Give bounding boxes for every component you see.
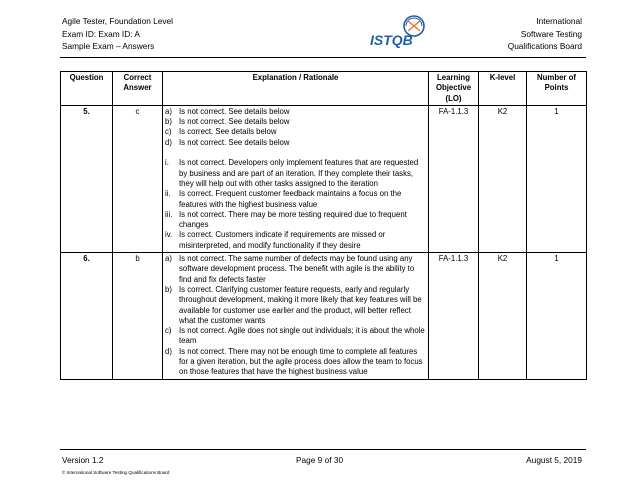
version-label: Version 1.2 — [62, 455, 104, 465]
learning-objective: FA-1.1.3 — [429, 253, 479, 380]
learning-objective: FA-1.1.3 — [429, 105, 479, 252]
syllabus-title: Agile Tester, Foundation Level — [62, 16, 174, 26]
k-level: K2 — [479, 105, 527, 252]
option-list — [165, 254, 426, 378]
logo-wordmark: ISTQB — [370, 32, 413, 48]
header-left — [62, 15, 173, 53]
board-line-2: Software Testing — [520, 28, 582, 39]
answer-table — [60, 71, 587, 380]
col-correct-answer: Correct Answer — [113, 72, 163, 106]
list-item: iv. Is correct. Customers indicate if requirements are missed or misinterpreted, and modify functionality if they desire — [165, 230, 386, 250]
table-row — [61, 253, 587, 380]
detail-list — [165, 158, 426, 251]
col-explanation: Explanation / Rationale — [163, 72, 429, 106]
explanation — [163, 253, 429, 380]
list-item: c) Is not correct. Agile does not single out individuals; it is about the whole team — [165, 326, 425, 346]
list-item: c) Is correct. See details below — [165, 127, 277, 137]
list-item: a) Is not correct. See details below — [165, 106, 290, 116]
list-item: i. Is not correct. Developers only implement features that are requested by business and are part of an iteration. If they complete their tasks, they will help out with other tasks assigned to the iteration — [165, 158, 419, 188]
question-number: 6. — [61, 253, 113, 380]
board-line-1: International — [536, 16, 582, 26]
list-item: d) Is not correct. There may not be enough time to complete all features for a given iteration, but the agile process does allow the team to focus on those features that have the highest business value — [165, 346, 423, 377]
table-header-row — [61, 72, 587, 106]
copyright-notice: © International Software Testing Qualifications Board — [62, 470, 170, 475]
question-number: 5. — [61, 105, 113, 252]
points: 1 — [527, 105, 587, 252]
list-item: b) Is correct. Clarifying customer feature requests, early and regularly throughout development, making it more likely that key features will be available for customer use earlier and the product, will better reflect what the customer wants — [165, 284, 422, 325]
k-level: K2 — [479, 253, 527, 380]
page-number: Page 9 of 30 — [296, 455, 344, 465]
istqb-logo — [368, 14, 434, 50]
board-line-3: Qualifications Board — [507, 41, 582, 52]
col-points: Number of Points — [527, 72, 587, 106]
correct-answer: c — [113, 105, 163, 252]
col-learning-objective: Learning Objective (LO) — [429, 72, 479, 106]
explanation — [163, 105, 429, 252]
table-row — [61, 105, 587, 252]
list-item: a) Is not correct. The same number of defects may be found using any software development process. The benefit with agile is the ability to find and fix defects faster — [165, 254, 415, 284]
col-k-level: K-level — [479, 72, 527, 106]
option-list — [165, 107, 426, 148]
document-subtitle: Sample Exam – Answers — [62, 41, 155, 52]
list-item: iii. Is not correct. There may be more testing required due to frequent changes — [165, 209, 407, 230]
exam-id: Exam ID: Exam ID: A — [62, 28, 140, 39]
col-question: Question — [61, 72, 113, 106]
list-item: b) Is not correct. See details below — [165, 117, 290, 127]
header-right — [508, 15, 582, 53]
footer-divider — [60, 449, 586, 450]
points: 1 — [527, 253, 587, 380]
list-item: d) Is not correct. See details below — [165, 137, 290, 147]
list-item: ii. Is correct. Frequent customer feedback maintains a focus on the features with the highest business value — [165, 189, 402, 209]
release-date: August 5, 2019 — [526, 455, 582, 465]
header-divider — [60, 57, 586, 58]
correct-answer: b — [113, 253, 163, 380]
